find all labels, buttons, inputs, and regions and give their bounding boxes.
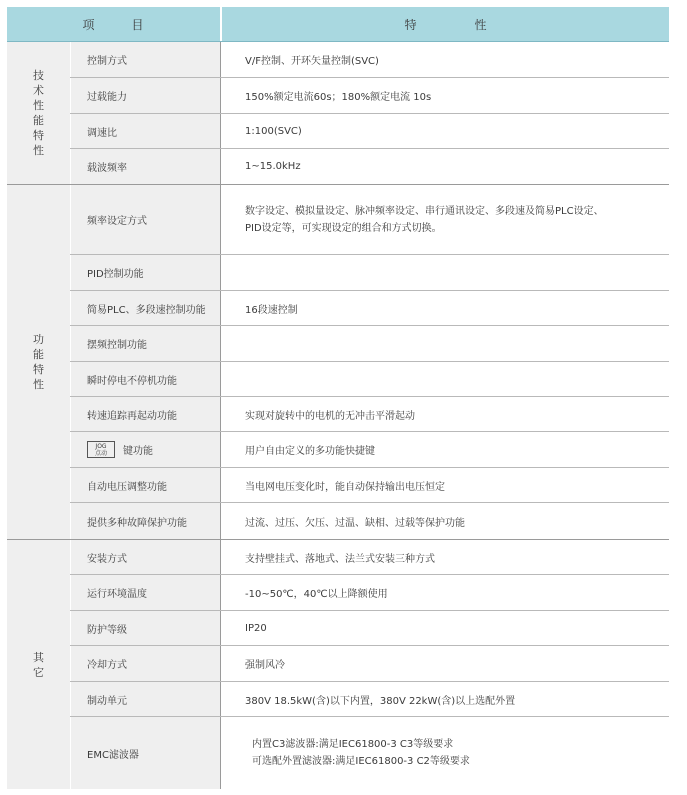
item-value: IP20 — [220, 611, 669, 645]
table-row — [70, 185, 669, 255]
table-row — [70, 291, 669, 326]
table-row — [70, 255, 669, 291]
item-label: EMC滤波器 — [70, 717, 220, 789]
item-label: 防护等级 — [70, 611, 220, 645]
table-row — [70, 575, 669, 611]
item-label: 制动单元 — [70, 682, 220, 716]
table-row — [70, 646, 669, 682]
item-label: 过载能力 — [70, 78, 220, 113]
header-feature-column — [222, 7, 669, 41]
table-header — [7, 7, 669, 42]
item-value: 1:100(SVC) — [220, 114, 669, 148]
item-value-line: 可选配外置滤波器:满足IEC61800-3 C2等级要求 — [252, 756, 470, 767]
jog-key-icon — [87, 441, 115, 458]
item-label: 转速追踪再起动功能 — [70, 397, 220, 431]
item-value-line: 内置C3滤波器:满足IEC61800-3 C3等级要求 — [252, 739, 454, 750]
item-value: 16段速控制 — [220, 291, 669, 325]
item-label-text: 键功能 — [123, 446, 153, 457]
item-value: 150%额定电流60s；180%额定电流 10s — [220, 78, 669, 113]
item-label: 简易PLC、多段速控制功能 — [70, 291, 220, 325]
header-feature-char-1: 特 — [404, 17, 417, 32]
category-cell — [7, 42, 70, 184]
header-item-char-2: 目 — [131, 17, 145, 32]
item-label: 摆频控制功能 — [70, 326, 220, 361]
item-label: 运行环境温度 — [70, 575, 220, 610]
item-value: 实现对旋转中的电机的无冲击平滑起动 — [220, 397, 669, 431]
table-row — [70, 682, 669, 717]
item-value — [220, 326, 669, 361]
group-technical — [7, 42, 669, 185]
category-label: 功 能 特 性 — [33, 333, 44, 391]
group-functional — [7, 185, 669, 540]
table-row — [70, 397, 669, 432]
item-label: 频率设定方式 — [70, 185, 220, 254]
header-item-char-1: 项 — [82, 17, 96, 32]
table-row — [70, 78, 669, 114]
table-row — [70, 326, 669, 362]
jog-key-icon-bottom: 点动 — [94, 449, 107, 457]
item-value: -10~50℃，40℃以上降额使用 — [220, 575, 669, 610]
item-label: 调速比 — [70, 114, 220, 148]
item-value: V/F控制、开环矢量控制(SVC) — [220, 42, 669, 77]
item-value-line: 数字设定、模拟量设定、脉冲频率设定、串行通讯设定、多段速及简易PLC设定、 — [245, 205, 604, 217]
item-value: 用户自由定义的多功能快捷键 — [220, 432, 669, 467]
item-label: 提供多种故障保护功能 — [70, 503, 220, 539]
item-value — [220, 255, 669, 290]
header-feature-char-2: 性 — [474, 17, 487, 32]
item-value: 380V 18.5kW(含)以下内置，380V 22kW(含)以上选配外置 — [220, 682, 669, 716]
header-item-column — [7, 7, 220, 41]
item-value — [220, 717, 669, 789]
item-value — [220, 185, 669, 254]
table-row — [70, 611, 669, 646]
item-label: 冷却方式 — [70, 646, 220, 681]
item-label: 瞬时停电不停机功能 — [70, 362, 220, 396]
jog-key-icon-top: JOG — [95, 442, 107, 450]
item-label: 安装方式 — [70, 540, 220, 574]
category-label: 技 术 性 能 特 性 — [33, 69, 44, 157]
group-other — [7, 540, 669, 789]
item-label: 控制方式 — [70, 42, 220, 77]
table-row — [70, 114, 669, 149]
table-row — [70, 42, 669, 78]
category-cell — [7, 185, 70, 539]
table-row — [70, 503, 669, 539]
item-label: 自动电压调整功能 — [70, 468, 220, 502]
item-value — [220, 362, 669, 396]
item-value-line: PID设定等，可实现设定的组合和方式切换。 — [245, 222, 442, 234]
table-row — [70, 717, 669, 789]
item-label: PID控制功能 — [70, 255, 220, 290]
category-label: 其 它 — [33, 650, 44, 679]
spec-table — [7, 7, 669, 789]
item-value: 支持壁挂式、落地式、法兰式安装三种方式 — [220, 540, 669, 574]
item-value: 1~15.0kHz — [220, 149, 669, 184]
category-cell — [7, 540, 70, 789]
table-row — [70, 362, 669, 397]
item-value: 强制风冷 — [220, 646, 669, 681]
table-row — [70, 468, 669, 503]
table-row — [70, 149, 669, 184]
item-label: 载波频率 — [70, 149, 220, 184]
item-label — [70, 432, 220, 467]
item-value: 过流、过压、欠压、过温、缺相、过载等保护功能 — [220, 503, 669, 539]
table-row — [70, 432, 669, 468]
table-row — [70, 540, 669, 575]
item-value: 当电网电压变化时，能自动保持输出电压恒定 — [220, 468, 669, 502]
